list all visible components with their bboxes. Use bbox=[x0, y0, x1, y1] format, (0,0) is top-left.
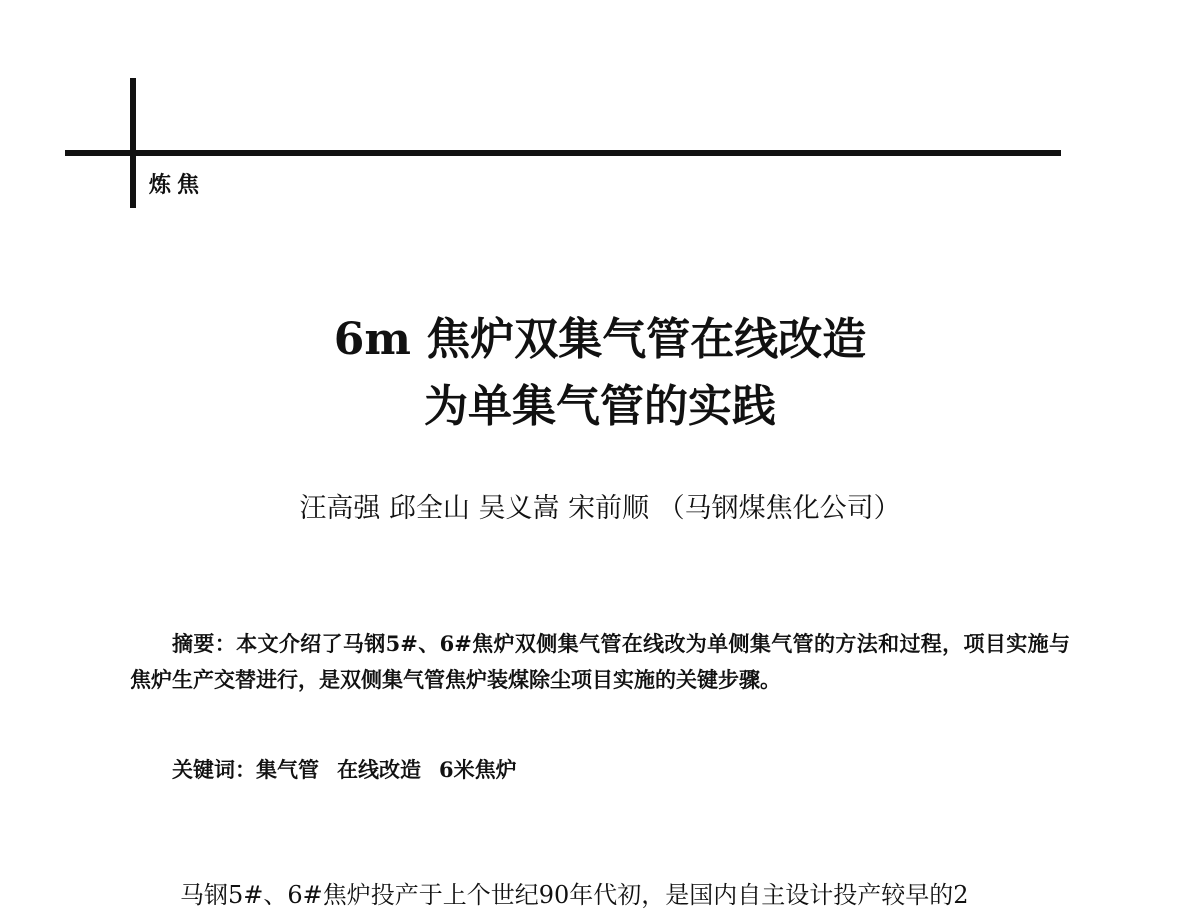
keywords-label: 关键词： bbox=[172, 757, 256, 782]
keywords-line bbox=[172, 754, 535, 784]
authors-line: 汪高强 邱全山 吴义嵩 宋前顺 （马钢煤焦化公司） bbox=[299, 493, 901, 524]
abstract-label: 摘要： bbox=[172, 631, 237, 656]
keyword-item: 集气管 bbox=[256, 757, 319, 782]
paper-title-line-1: 6m 焦炉双集气管在线改造 bbox=[333, 314, 867, 365]
header-horizontal-rule bbox=[65, 150, 1061, 156]
body-paragraph-first-line: 马钢5#、6#焦炉投产于上个世纪90年代初，是国内自主设计投产较早的2 bbox=[180, 881, 969, 909]
keyword-item: 在线改造 bbox=[337, 757, 421, 782]
abstract-text: 本文介绍了马钢5#、6#焦炉双侧集气管在线改为单侧集气管的方法和过程，项目实施与焦炉生产交替进行，是双侧集气管焦炉装煤除尘项目实施的关键步骤。 bbox=[130, 631, 1070, 692]
keyword-item: 6米焦炉 bbox=[439, 757, 517, 782]
section-label: 炼焦 bbox=[149, 172, 206, 198]
header-vertical-rule bbox=[130, 78, 136, 208]
paper-title-line-2: 为单集气管的实践 bbox=[424, 381, 776, 432]
abstract-paragraph bbox=[130, 626, 1070, 698]
